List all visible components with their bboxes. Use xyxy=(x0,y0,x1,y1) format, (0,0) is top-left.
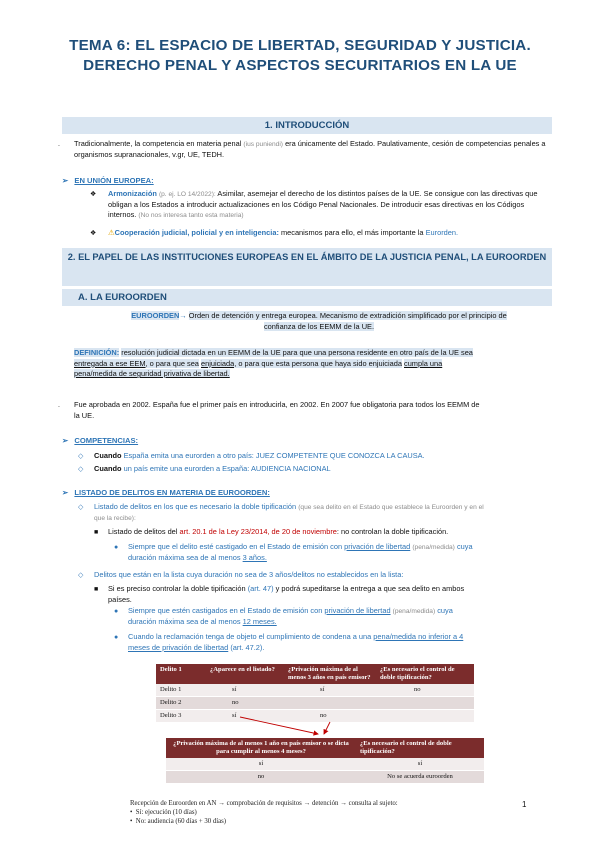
aprobada-paragraph: Fue aprobada en 2002. España fue el primer país en introducirla, en 2002. En 2007 fue obligatoria para todos los EEMM de la UE. xyxy=(74,400,480,420)
footer-line: • Sí: ejecución (10 días) xyxy=(130,809,197,817)
dot-bullet-icon: ● xyxy=(114,634,119,641)
diamond-bullet-icon: ❖ xyxy=(90,230,97,237)
footer-line: Recepción de Euroorden en AN → comprobación de requisitos → detención → consulta al sujeto: xyxy=(130,800,398,807)
arrow-right-icon: ➢ xyxy=(62,436,69,445)
listado-heading: ➢ LISTADO DE DELITOS EN MATERIA DE EUROORDEN: xyxy=(62,488,270,497)
table-cell: sí xyxy=(166,758,356,771)
square-bullet-icon: ■ xyxy=(94,529,99,536)
page-title: TEMA 6: EL ESPACIO DE LIBERTAD, SEGURIDAD Y JUSTICIA. DERECHO PENAL Y ASPECTOS SECURITARIOS EN LA UE xyxy=(69,37,531,74)
table-header-cell: Delito 1 xyxy=(156,664,206,684)
table-row xyxy=(166,770,484,783)
table-cell: sí xyxy=(206,709,284,722)
union-heading: ➢ EN UNIÓN EUROPEA: xyxy=(62,176,154,185)
listado-item-b: Delitos que están en la lista cuya duración no sea de 3 años/delitos no establecidos en la lista: xyxy=(94,570,404,579)
table-cell: Delito 2 xyxy=(156,696,206,709)
table-header-cell: ¿Es necesario el control de doble tipificación? xyxy=(376,664,474,684)
table-cell: sí xyxy=(356,758,484,771)
bullet-dot: . xyxy=(58,402,60,409)
table-header-cell: ¿Es necesario el control de doble tipificación? xyxy=(356,738,484,758)
table-cell: no xyxy=(376,684,474,697)
definicion-paragraph: DEFINICIÓN: resolución judicial dictada en un EEMM de la UE para que una persona residente en otro país de la UE sea entregada a ese EEM, o para que sea enjuiciada, o para que esta persona que haya sido enjuiciada cumpla una pena/medida de seguridad privativa de libertad. xyxy=(74,348,473,379)
arrow-connector xyxy=(324,722,330,734)
listado-item-b4: Cuando la reclamación tenga de objeto el cumplimiento de condena a una pena/medida no inferior a 4 meses de privación de libertad (art. 47.2). xyxy=(128,632,464,652)
table-cell: no xyxy=(284,709,376,722)
table-cell: No se acuerda euroorden xyxy=(356,770,484,783)
listado-item-a: Listado de delitos en los que es necesario la doble tipificación (que sea delito en el Estado que establece la Euroorden y en el que la recibe): xyxy=(94,502,484,522)
table-cell: sí xyxy=(206,684,284,697)
page-number: 1 xyxy=(522,800,527,809)
footer-line: • No: audiencia (60 días + 30 días) xyxy=(130,818,227,826)
table-row xyxy=(166,758,484,771)
square-bullet-icon: ■ xyxy=(94,586,99,593)
arrow-right-icon: ➢ xyxy=(62,176,69,185)
arrow-connector xyxy=(240,717,318,734)
circle-bullet-icon: ◇ xyxy=(78,466,84,473)
circle-bullet-icon: ◇ xyxy=(78,504,84,511)
intro-paragraph: Tradicionalmente, la competencia en materia penal (ius puniendi) era únicamente del Estado. Paulativamente, cesión de competencias penales a organismos supranacionales, v.gr, UE, TEDH. xyxy=(74,139,546,159)
tipificacion-table xyxy=(166,738,484,784)
footer-note xyxy=(130,799,398,827)
dot-bullet-icon: ● xyxy=(114,608,119,615)
dot-bullet-icon: ● xyxy=(114,544,119,551)
listado-item-b3: Siempre que estén castigados en el Estado de emisión con privación de libertad (pena/medida) cuya duración máxima sea de al menos 12 meses. xyxy=(128,606,453,626)
listado-item-b2: Si es preciso controlar la doble tipificación (art. 47) y podrá supeditarse la entrega a que sea delito en ambos países. xyxy=(108,584,465,604)
table-cell: sí xyxy=(284,684,376,697)
circle-bullet-icon: ◇ xyxy=(78,572,84,579)
armonizacion-item: Armonización (p. ej. LO 14/2022): Asimilar, asemejar el derecho de los distintos países de la UE. Se consigue con las directivas que obligan a los Estados a introducir actualizaciones en los Código Penal Nacionales. De introducir esas directivas en los Códigos internos. (No nos interesa tanto esta materia) xyxy=(108,189,538,220)
listado-item-a2: Listado de delitos del art. 20.1 de la Ley 23/2014, de 20 de noviembre: no controlan la doble tipificación. xyxy=(108,527,449,536)
cooperacion-item: ⚠Cooperación judicial, policial y en inteligencia: mecanismos para ello, el más importante la Eurorden. xyxy=(108,228,459,237)
table-cell: Delito 1 xyxy=(156,684,206,697)
table-cell: no xyxy=(206,696,284,709)
warning-icon: ⚠ xyxy=(108,228,115,237)
table-header-cell: ¿Privación máxima de al menos 1 año en país emisor o se dicta para cumplir al menos 4 meses? xyxy=(166,738,356,758)
competencias-heading: ➢ COMPETENCIAS: xyxy=(62,436,139,445)
section-1-heading: 1. INTRODUCCIÓN xyxy=(62,117,552,134)
bullet-dot: . xyxy=(58,141,60,148)
listado-item-a3: Siempre que el delito esté castigado en el Estado de emisión con privación de libertad (pena/medida) cuya duración máxima sea de al menos 3 años. xyxy=(128,542,473,562)
competencias-item-2: Cuando un país emite una eurorden a España: AUDIENCIA NACIONAL xyxy=(94,464,331,473)
euroorden-definition: EUROORDEN→ Orden de detención y entrega europea. Mecanismo de extradición simplificado por el principio de confianza de los EEMM de la UE. xyxy=(131,311,507,331)
table-cell: no xyxy=(166,770,356,783)
section-2-heading: 2. EL PAPEL DE LAS INSTITUCIONES EUROPEAS EN EL ÁMBITO DE LA JUSTICIA PENAL, LA EUROORDEN xyxy=(62,248,552,286)
circle-bullet-icon: ◇ xyxy=(78,453,84,460)
table-header-cell: ¿Aparece en el listado? xyxy=(206,664,284,684)
table-cell: Delito 3 xyxy=(156,709,206,722)
diamond-bullet-icon: ❖ xyxy=(90,191,97,198)
arrow-right-icon: ➢ xyxy=(62,488,69,497)
section-a-heading: A. LA EUROORDEN xyxy=(62,289,552,306)
table-header-cell: ¿Privación máxima de al menos 3 años en país emisor? xyxy=(284,664,376,684)
competencias-item-1: Cuando España emita una eurorden a otro país: JUEZ COMPETENTE QUE CONOZCA LA CAUSA. xyxy=(94,451,425,460)
table-header-row xyxy=(166,738,484,758)
